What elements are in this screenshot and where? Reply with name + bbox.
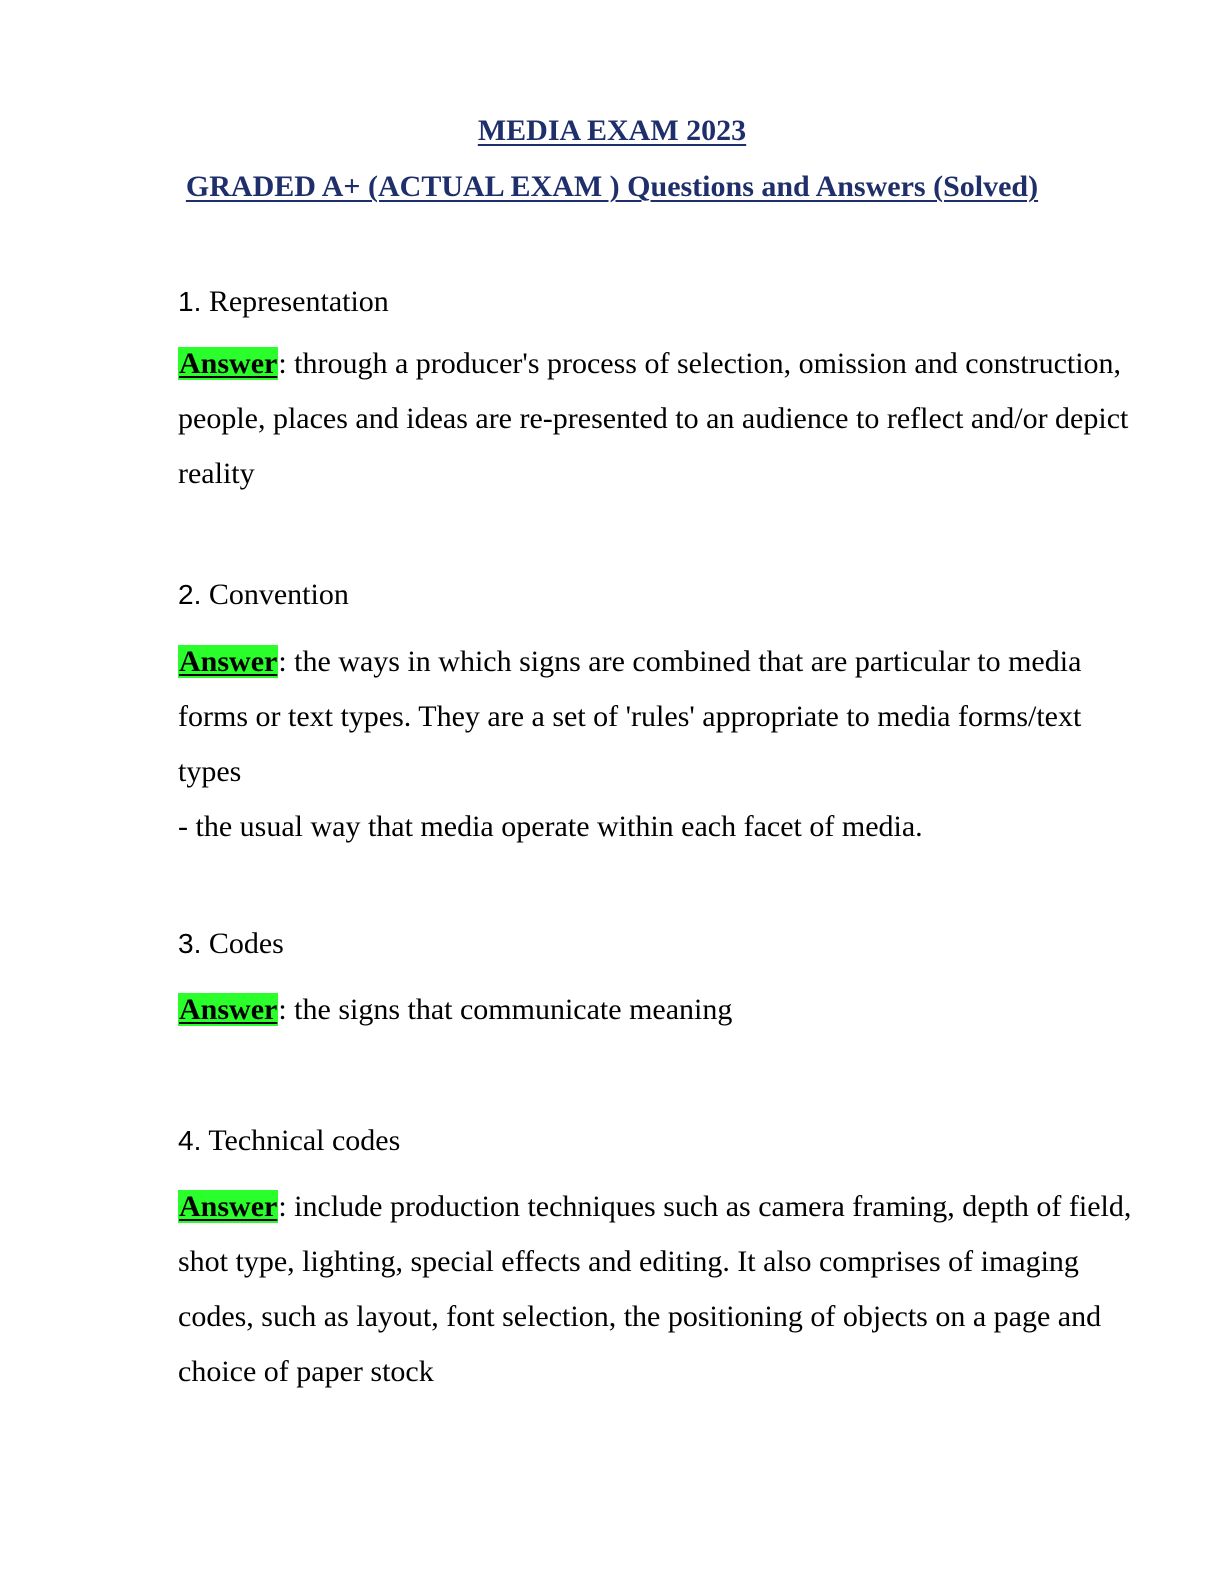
answer-label: Answer: [179, 645, 278, 678]
question-number: 4.: [178, 1125, 202, 1156]
answer-label: Answer: [179, 1190, 278, 1223]
question-4: [178, 1113, 1138, 1168]
question-3: [178, 916, 1138, 971]
question-term: Representation: [201, 285, 389, 318]
question-number: 1.: [178, 286, 202, 317]
answer-extra-text: - the usual way that media operate within each facet of media.: [178, 810, 923, 843]
qa-item-2: [178, 567, 1138, 854]
question-number: 3.: [178, 928, 202, 959]
qa-item-4: [178, 1113, 1138, 1399]
answer-3: [178, 982, 1138, 1037]
question-term: Codes: [201, 927, 284, 960]
question-2: [178, 567, 1138, 622]
answer-4: [178, 1179, 1138, 1399]
answer-2: [178, 634, 1138, 854]
answer-text: : the signs that communicate meaning: [278, 993, 733, 1026]
document-subtitle: GRADED A+ (ACTUAL EXAM ) Questions and Answers (Solved): [185, 170, 1039, 203]
question-term: Convention: [201, 578, 349, 611]
answer-label: Answer: [179, 993, 278, 1026]
question-term: Technical codes: [201, 1124, 401, 1157]
answer-text: : the ways in which signs are combined that are particular to media forms or text types. They are a set of 'rules' appropriate to media forms/text types: [178, 645, 1082, 788]
qa-item-1: [178, 274, 1138, 501]
question-number: 2.: [178, 579, 202, 610]
answer-label: Answer: [179, 347, 278, 380]
answer-1: [178, 336, 1138, 501]
answer-text: : include production techniques such as camera framing, depth of field, shot type, lighting, special effects and editing. It also comprises of imaging codes, such as layout, font selection, the positioning of objects on a page and choice of paper stock: [178, 1190, 1132, 1388]
qa-item-3: [178, 916, 1138, 1037]
question-1: [178, 274, 1138, 329]
answer-text: : through a producer's process of selection, omission and construction, people, places and ideas are re-presented to an audience to reflect and/or depict reality: [178, 347, 1129, 490]
document-title: MEDIA EXAM 2023: [477, 114, 747, 147]
